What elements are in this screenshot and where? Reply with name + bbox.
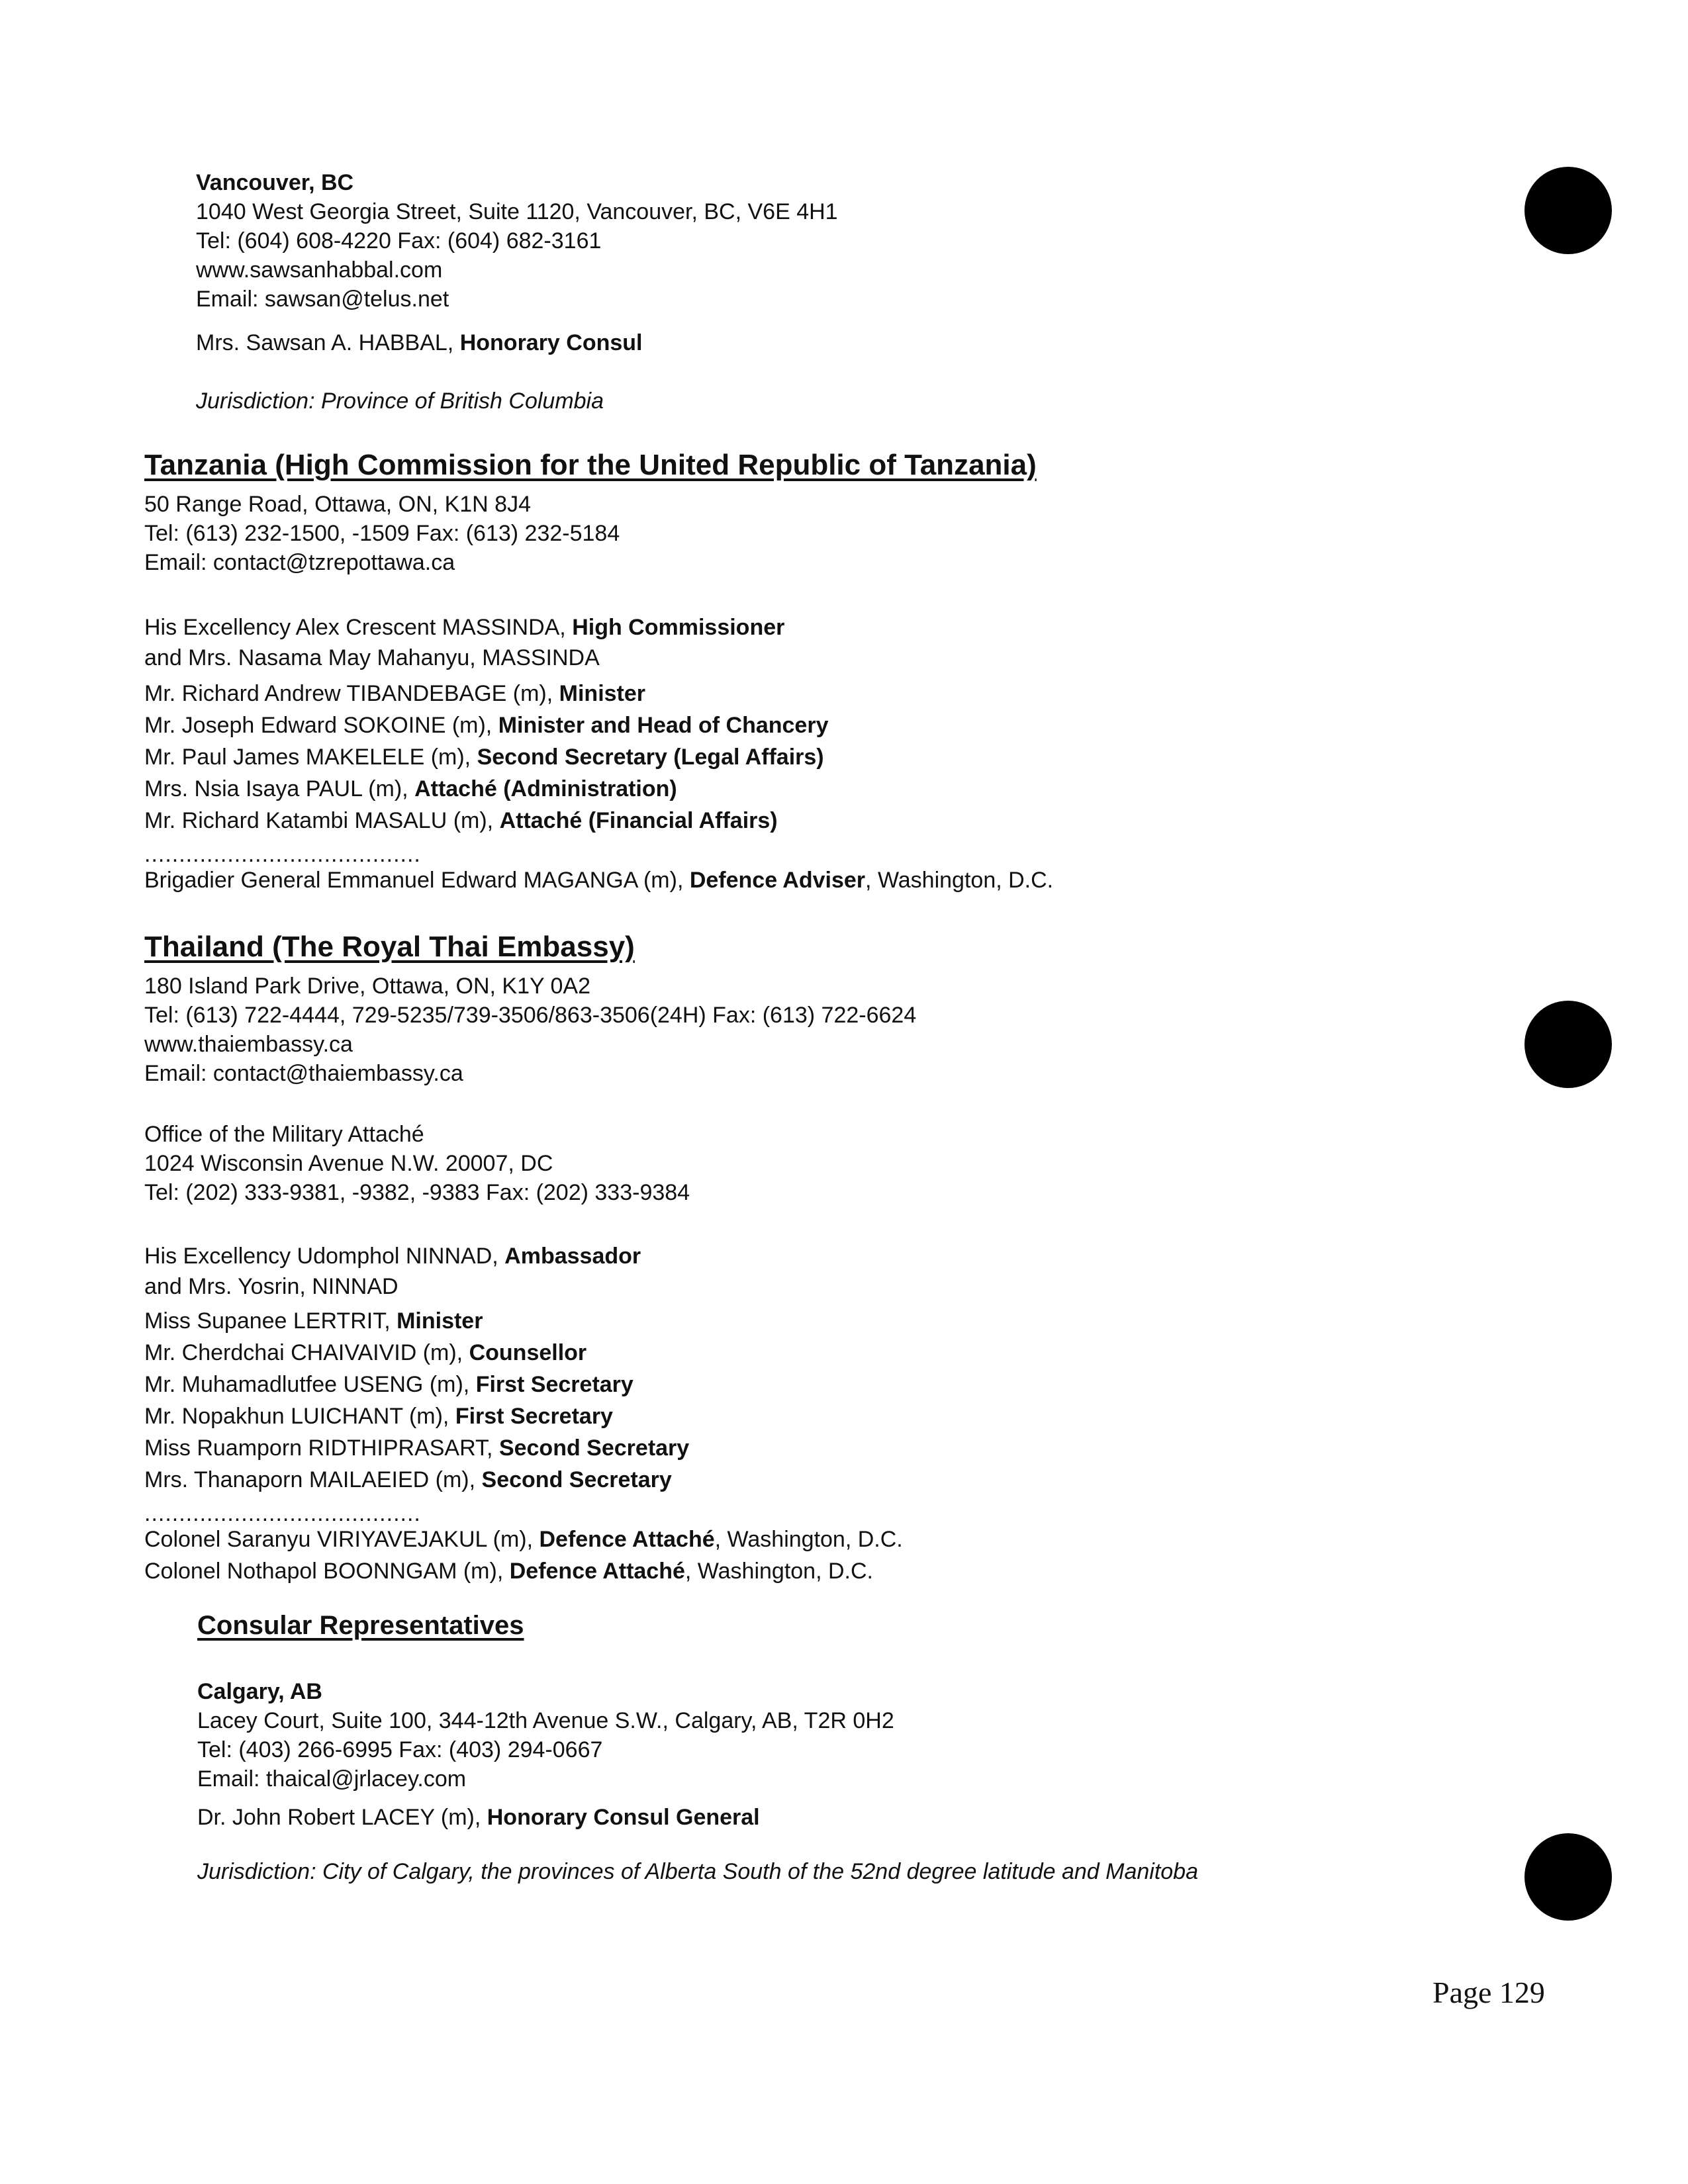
thailand-defence-row [144,1555,903,1587]
vancouver-tel: Tel: (604) 608-4220 Fax: (604) 682-3161 [196,228,602,253]
staff-row [144,1464,903,1496]
staff-name: Mrs. Nsia Isaya PAUL (m), [144,776,415,801]
staff-row [144,678,1053,709]
vancouver-consulate [196,168,838,416]
tanzania-spouse: and Mrs. Nasama May Mahanyu, MASSINDA [144,645,600,670]
tanzania-contact [144,490,620,577]
defence-place: , Washington, D.C. [865,868,1054,893]
staff-title: Minister [397,1308,483,1334]
defence-place: , Washington, D.C. [714,1527,903,1552]
staff-name: Mr. Paul James MAKELELE (m), [144,745,477,770]
calgary-consul [197,1803,1198,1832]
thailand-tel: Tel: (613) 722-4444, 729-5235/739-3506/863-3506(24H) Fax: (613) 722-6624 [144,1003,917,1028]
staff-name: Mr. Joseph Edward SOKOINE (m), [144,713,498,738]
staff-title: First Secretary [455,1404,613,1429]
staff-title: Counsellor [469,1340,587,1365]
calgary-address: Lacey Court, Suite 100, 344-12th Avenue S.W., Calgary, AB, T2R 0H2 [197,1708,894,1733]
staff-row [144,805,1053,837]
defence-place: , Washington, D.C. [684,1559,873,1584]
staff-name: Mr. Cherdchai CHAIVAIVID (m), [144,1340,469,1365]
defence-title: Defence Adviser [689,868,866,893]
thailand-heading: Thailand (The Royal Thai Embassy) [144,931,635,963]
consular-heading: Consular Representatives [197,1611,524,1640]
staff-title: Second Secretary (Legal Affairs) [477,745,824,770]
defence-name: Brigadier General Emmanuel Edward MAGANGA (m), [144,868,690,893]
thailand-staff [144,1240,903,1587]
vancouver-web: www.sawsanhabbal.com [196,257,443,283]
thailand-defence-row [144,1524,903,1555]
defence-title: Defence Attaché [539,1527,715,1552]
thailand-military-office [144,1120,690,1207]
staff-title: Attaché (Administration) [414,776,677,801]
staff-row [144,709,1053,741]
staff-name: Mr. Muhamadlutfee USENG (m), [144,1372,476,1397]
vancouver-jurisdiction: Jurisdiction: Province of British Columbia [196,388,604,414]
staff-title: Minister and Head of Chancery [498,713,829,738]
calgary-tel: Tel: (403) 266-6995 Fax: (403) 294-0667 [197,1737,603,1762]
tanzania-head-name: His Excellency Alex Crescent MASSINDA, [144,615,573,640]
tanzania-tel: Tel: (613) 232-1500, -1509 Fax: (613) 232-5184 [144,521,620,546]
page-number: Page 129 [1432,1976,1545,2009]
calgary-consul-title: Honorary Consul General [487,1805,760,1830]
staff-name: Miss Ruamporn RIDTHIPRASART, [144,1435,499,1461]
thailand-head-title: Ambassador [504,1244,641,1269]
defence-title: Defence Attaché [509,1559,685,1584]
tanzania-defence [144,864,1053,896]
tanzania-heading: Tanzania (High Commission for the United Republic of Tanzania) [144,449,1037,481]
staff-row [144,1337,903,1369]
military-office-address: 1024 Wisconsin Avenue N.W. 20007, DC [144,1151,553,1176]
staff-title: First Secretary [475,1372,633,1397]
staff-row [144,1305,903,1337]
staff-row [144,773,1053,805]
calgary-jurisdiction: Jurisdiction: City of Calgary, the provinces of Alberta South of the 52nd degree latitude and Manitoba [197,1859,1199,1884]
calgary-city: Calgary, AB [197,1679,322,1704]
thailand-web: www.thaiembassy.ca [144,1032,353,1057]
vancouver-city: Vancouver, BC [196,170,354,195]
separator-dots: ........................................ [144,1501,421,1526]
calgary-consulate [197,1677,1198,1886]
staff-name: Mrs. Thanaporn MAILAEIED (m), [144,1467,482,1492]
calgary-consul-name: Dr. John Robert LACEY (m), [197,1805,487,1830]
staff-row [144,741,1053,773]
punch-hole [1524,1833,1612,1921]
thailand-spouse: and Mrs. Yosrin, NINNAD [144,1274,399,1299]
staff-title: Second Secretary [481,1467,672,1492]
staff-title: Attaché (Financial Affairs) [499,808,778,833]
defence-name: Colonel Saranyu VIRIYAVEJAKUL (m), [144,1527,539,1552]
military-office-name: Office of the Military Attaché [144,1122,424,1147]
thailand-head-name: His Excellency Udomphol NINNAD, [144,1244,505,1269]
staff-name: Mr. Richard Andrew TIBANDEBAGE (m), [144,681,559,706]
staff-title: Minister [559,681,646,706]
vancouver-consul-title: Honorary Consul [459,330,643,355]
staff-row [144,1432,903,1464]
military-office-tel: Tel: (202) 333-9381, -9382, -9383 Fax: (202) 333-9384 [144,1180,690,1205]
punch-hole [1524,1001,1612,1088]
staff-title: Second Secretary [498,1435,690,1461]
punch-hole [1524,167,1612,254]
vancouver-address: 1040 West Georgia Street, Suite 1120, Vancouver, BC, V6E 4H1 [196,199,838,224]
tanzania-email: Email: contact@tzrepottawa.ca [144,550,455,575]
tanzania-head-title: High Commissioner [572,615,785,640]
staff-name: Mr. Richard Katambi MASALU (m), [144,808,500,833]
thailand-contact [144,972,916,1088]
staff-row [144,1400,903,1432]
staff-row [144,1369,903,1400]
defence-name: Colonel Nothapol BOONNGAM (m), [144,1559,510,1584]
tanzania-head [144,612,1053,643]
staff-name: Miss Supanee LERTRIT, [144,1308,397,1334]
separator-dots: ........................................ [144,842,421,867]
thailand-head [144,1240,903,1272]
vancouver-consul [196,328,838,357]
thailand-address: 180 Island Park Drive, Ottawa, ON, K1Y 0A2 [144,974,591,999]
staff-name: Mr. Nopakhun LUICHANT (m), [144,1404,455,1429]
thailand-email: Email: contact@thaiembassy.ca [144,1061,463,1086]
vancouver-consul-name: Mrs. Sawsan A. HABBAL, [196,330,460,355]
calgary-email: Email: thaical@jrlacey.com [197,1766,467,1792]
tanzania-address: 50 Range Road, Ottawa, ON, K1N 8J4 [144,492,531,517]
vancouver-email: Email: sawsan@telus.net [196,287,449,312]
tanzania-staff [144,612,1053,896]
